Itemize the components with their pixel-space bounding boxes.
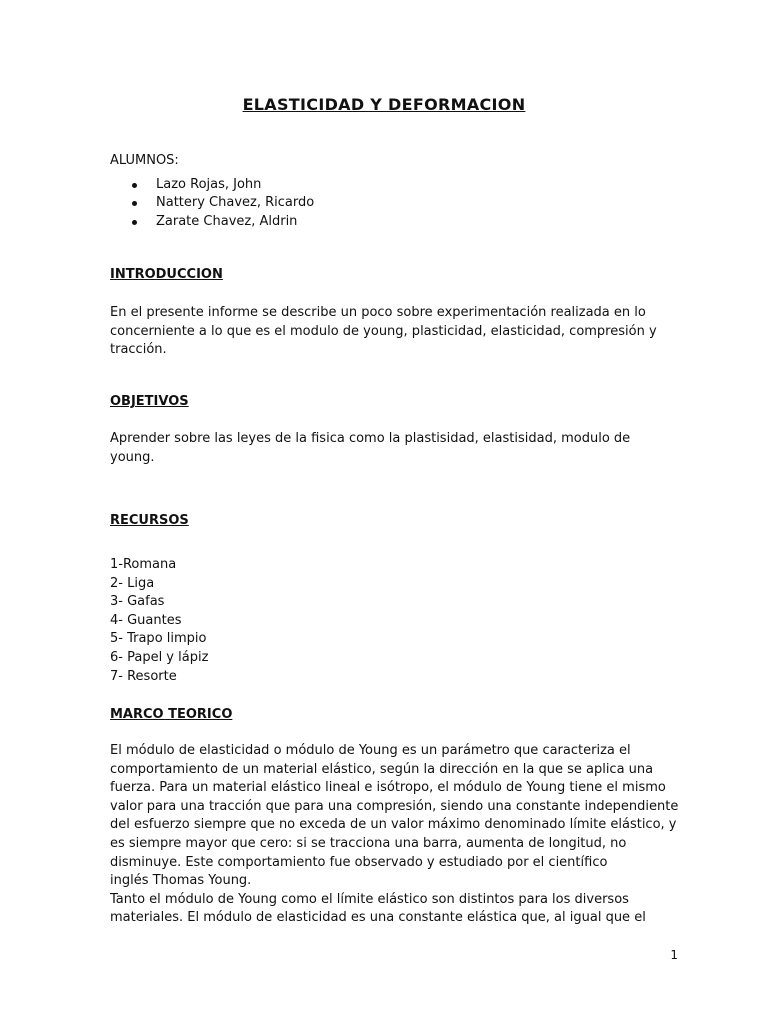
paragraph-line: En el presente informe se describe un poco sobre experimentación realizada en lo: [110, 305, 646, 320]
paragraph-line: valor para una tracción que para una compresión, siendo una constante independiente: [110, 798, 679, 814]
paragraph-line: El módulo de elasticidad o módulo de Young es un parámetro que caracteriza el: [110, 743, 631, 758]
paragraph-line: concerniente a lo que es el modulo de young, plasticidad, elasticidad, compresión y: [110, 323, 657, 339]
paragraph-line: tracción.: [110, 342, 167, 358]
resource-item: 7- Resorte: [110, 668, 177, 684]
paragraph-line: del esfuerzo siempre que no exceda de un valor máximo denominado límite elástico, y: [110, 817, 677, 833]
objectives-section: [110, 393, 650, 412]
resources-heading: RECURSOS: [110, 513, 189, 528]
objectives-paragraph: [110, 430, 650, 467]
resource-item: 3- Gafas: [110, 594, 165, 610]
intro-heading: INTRODUCCION: [110, 267, 223, 282]
paragraph-line: comportamiento de un material elástico, según la dirección en la que se aplica una: [110, 761, 654, 777]
intro-section: [110, 266, 650, 285]
resources-section: [110, 512, 650, 531]
paragraph-line: young.: [110, 449, 155, 465]
resource-item: 6- Papel y lápiz: [110, 649, 209, 665]
theory-paragraph: [110, 742, 679, 928]
bullet-icon: [132, 183, 137, 188]
student-item: Lazo Rojas, John: [110, 176, 650, 195]
resource-item: 5- Trapo limpio: [110, 631, 207, 647]
resource-item: 4- Guantes: [110, 612, 182, 628]
paragraph-line: fuerza. Para un material elástico lineal e isótropo, el módulo de Young tiene el mismo: [110, 780, 666, 796]
student-item: Zarate Chavez, Aldrin: [110, 213, 650, 232]
bullet-icon: [132, 201, 137, 206]
resources-list-block: [110, 556, 650, 686]
paragraph-line: disminuye. Este comportamiento fue observado y estudiado por el científico: [110, 854, 608, 870]
students-list: [110, 176, 650, 232]
intro-paragraph: [110, 304, 657, 360]
paragraph-line: inglés Thomas Young.: [110, 873, 252, 889]
document-title: ELASTICIDAD Y DEFORMACION: [242, 95, 526, 114]
paragraph-line: Aprender sobre las leyes de la fisica como la plastisidad, elastisidad, modulo de: [110, 431, 631, 446]
page-number: 1: [670, 948, 678, 962]
students-label: ALUMNOS:: [110, 153, 179, 168]
student-item: Nattery Chavez, Ricardo: [110, 194, 650, 213]
paragraph-line: materiales. El módulo de elasticidad es una constante elástica que, al igual que el: [110, 910, 646, 926]
objectives-heading: OBJETIVOS: [110, 394, 189, 409]
resource-item: 1-Romana: [110, 557, 177, 572]
resources-list: [110, 556, 650, 686]
resource-item: 2- Liga: [110, 575, 155, 591]
paragraph-line: es siempre mayor que cero: si se tracciona una barra, aumenta de longitud, no: [110, 835, 627, 851]
students-section: [110, 152, 650, 231]
theory-heading: MARCO TEORICO: [110, 707, 233, 722]
bullet-icon: [132, 220, 137, 225]
theory-section: [110, 706, 650, 725]
paragraph-line: Tanto el módulo de Young como el límite elástico son distintos para los diversos: [110, 891, 629, 907]
